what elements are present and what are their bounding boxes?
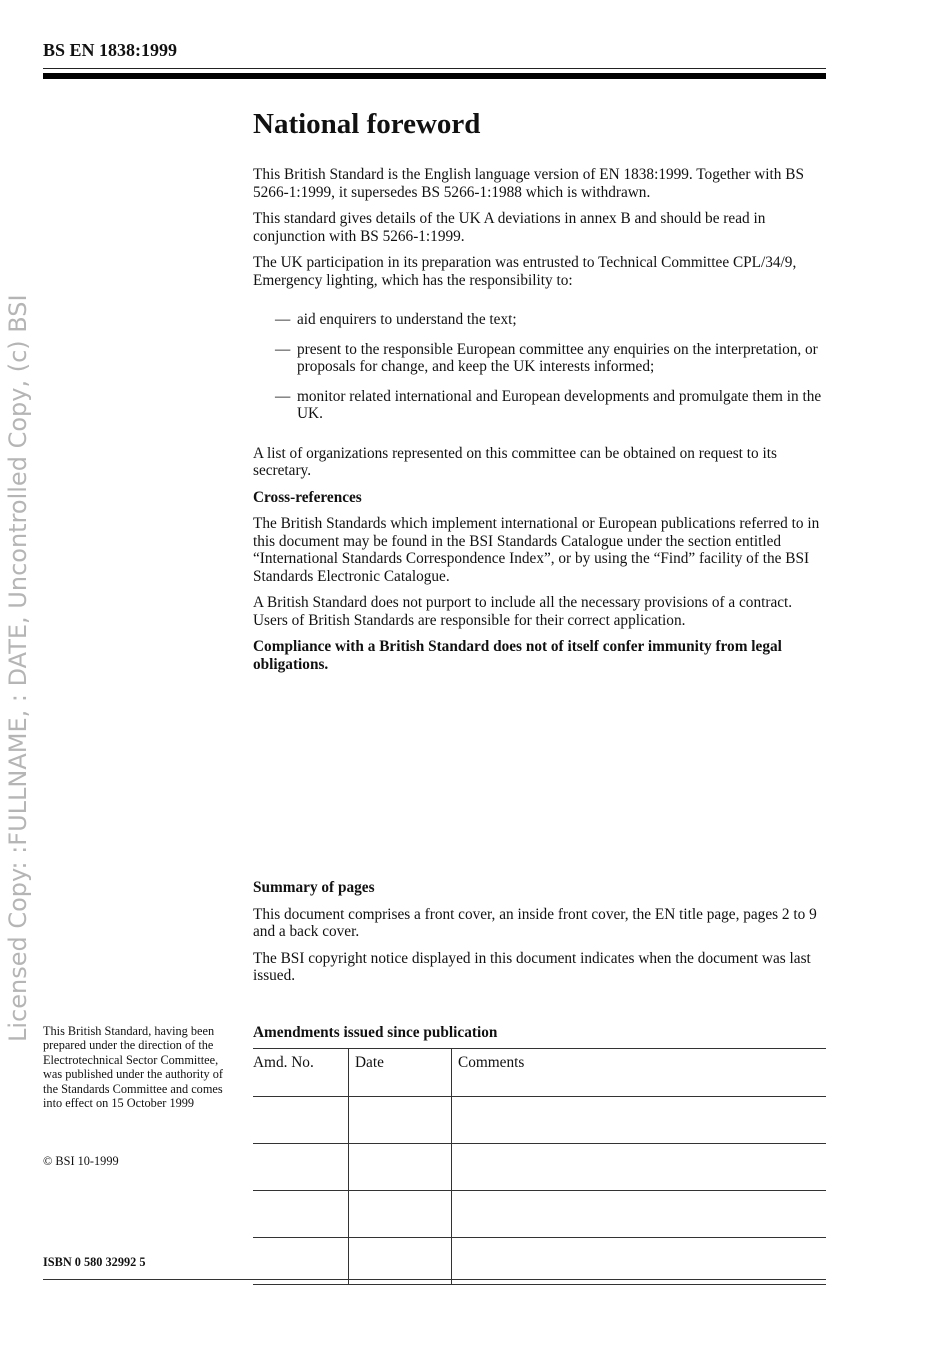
- table-header-row: [253, 1049, 826, 1097]
- amendments-table: [253, 1048, 826, 1285]
- isbn: ISBN 0 580 32992 5: [43, 1255, 146, 1269]
- list-item-text: monitor related international and European developments and promulgate them in the UK.: [297, 387, 822, 422]
- paragraph: The BSI copyright notice displayed in this document indicates when the document was last issued.: [253, 949, 811, 984]
- table-cell: [253, 1097, 349, 1144]
- publication-note: This British Standard, having been prepared under the direction of the Electrotechnical Sector Committee, was published under the authority of the Standards Committee and comes into effect on 15 October 1999: [43, 1024, 223, 1111]
- column-header-date: Date: [349, 1049, 452, 1097]
- responsibility-list: [253, 311, 826, 423]
- dash-marker: —: [275, 311, 291, 328]
- amendments-heading: Amendments issued since publication: [253, 1024, 498, 1041]
- table-cell: [349, 1238, 452, 1285]
- paragraph: The UK participation in its preparation was entrusted to Technical Committee CPL/34/9, Emergency lighting, which has the responsibility to:: [253, 254, 797, 289]
- table-cell: [349, 1191, 452, 1238]
- paragraph: This document comprises a front cover, an inside front cover, the EN title page, pages 2 to 9 and a back cover.: [253, 905, 817, 940]
- list-item-text: aid enquirers to understand the text;: [297, 311, 517, 328]
- cross-references-heading: Cross-references: [253, 488, 362, 506]
- list-item: [253, 311, 826, 329]
- page-title: National foreword: [253, 108, 481, 140]
- copyright-notice: © BSI 10-1999: [43, 1154, 119, 1168]
- table-cell: [253, 1144, 349, 1191]
- footer-rule: [43, 1279, 826, 1280]
- dash-marker: —: [275, 387, 291, 405]
- list-item-text: present to the responsible European committee any enquiries on the interpretation, or proposals for change, and keep the UK interests informed;: [297, 340, 818, 375]
- table-row: [253, 1191, 826, 1238]
- table-cell: [452, 1097, 827, 1144]
- table-row: [253, 1097, 826, 1144]
- table-cell: [452, 1238, 827, 1285]
- list-item: [253, 388, 826, 423]
- paragraph: This standard gives details of the UK A deviations in annex B and should be read in conjunction with BS 5266-1:1999.: [253, 210, 766, 245]
- column-header-amd-no: Amd. No.: [253, 1049, 349, 1097]
- document-code: BS EN 1838:1999: [43, 40, 178, 60]
- table-row: [253, 1238, 826, 1285]
- table-cell: [253, 1238, 349, 1285]
- column-header-comments: Comments: [452, 1049, 827, 1097]
- dash-marker: —: [275, 340, 291, 358]
- national-foreword-section: [253, 106, 826, 682]
- header-rule-thin: [43, 68, 826, 69]
- licence-watermark: Licensed Copy: :FULLNAME, : DATE, Uncontrolled Copy, (c) BSI: [4, 294, 32, 1042]
- table-cell: [349, 1144, 452, 1191]
- summary-heading: Summary of pages: [253, 879, 375, 896]
- table-cell: [349, 1097, 452, 1144]
- paragraph: This British Standard is the English language version of EN 1838:1999. Together with BS 5266-1:1999, it supersedes BS 5266-1:1988 which is withdrawn.: [253, 166, 804, 201]
- table-cell: [452, 1191, 827, 1238]
- summary-of-pages-section: [253, 879, 826, 994]
- table-cell: [452, 1144, 827, 1191]
- table-row: [253, 1144, 826, 1191]
- paragraph: A British Standard does not purport to include all the necessary provisions of a contract. Users of British Standards are responsible for their correct application.: [253, 594, 793, 629]
- header-rule-thick: [43, 73, 826, 79]
- paragraph: The British Standards which implement international or European publications referred to in this document may be found in the BSI Standards Catalogue under the section entitled “International Standards Correspondence Index”, or by using the “Find” facility of the BSI Standards Electronic Catalogue.: [253, 515, 820, 585]
- paragraph: A list of organizations represented on this committee can be obtained on request to its secretary.: [253, 444, 777, 479]
- table-cell: [253, 1191, 349, 1238]
- compliance-note: Compliance with a British Standard does not of itself confer immunity from legal obligations.: [253, 638, 782, 673]
- list-item: [253, 341, 826, 376]
